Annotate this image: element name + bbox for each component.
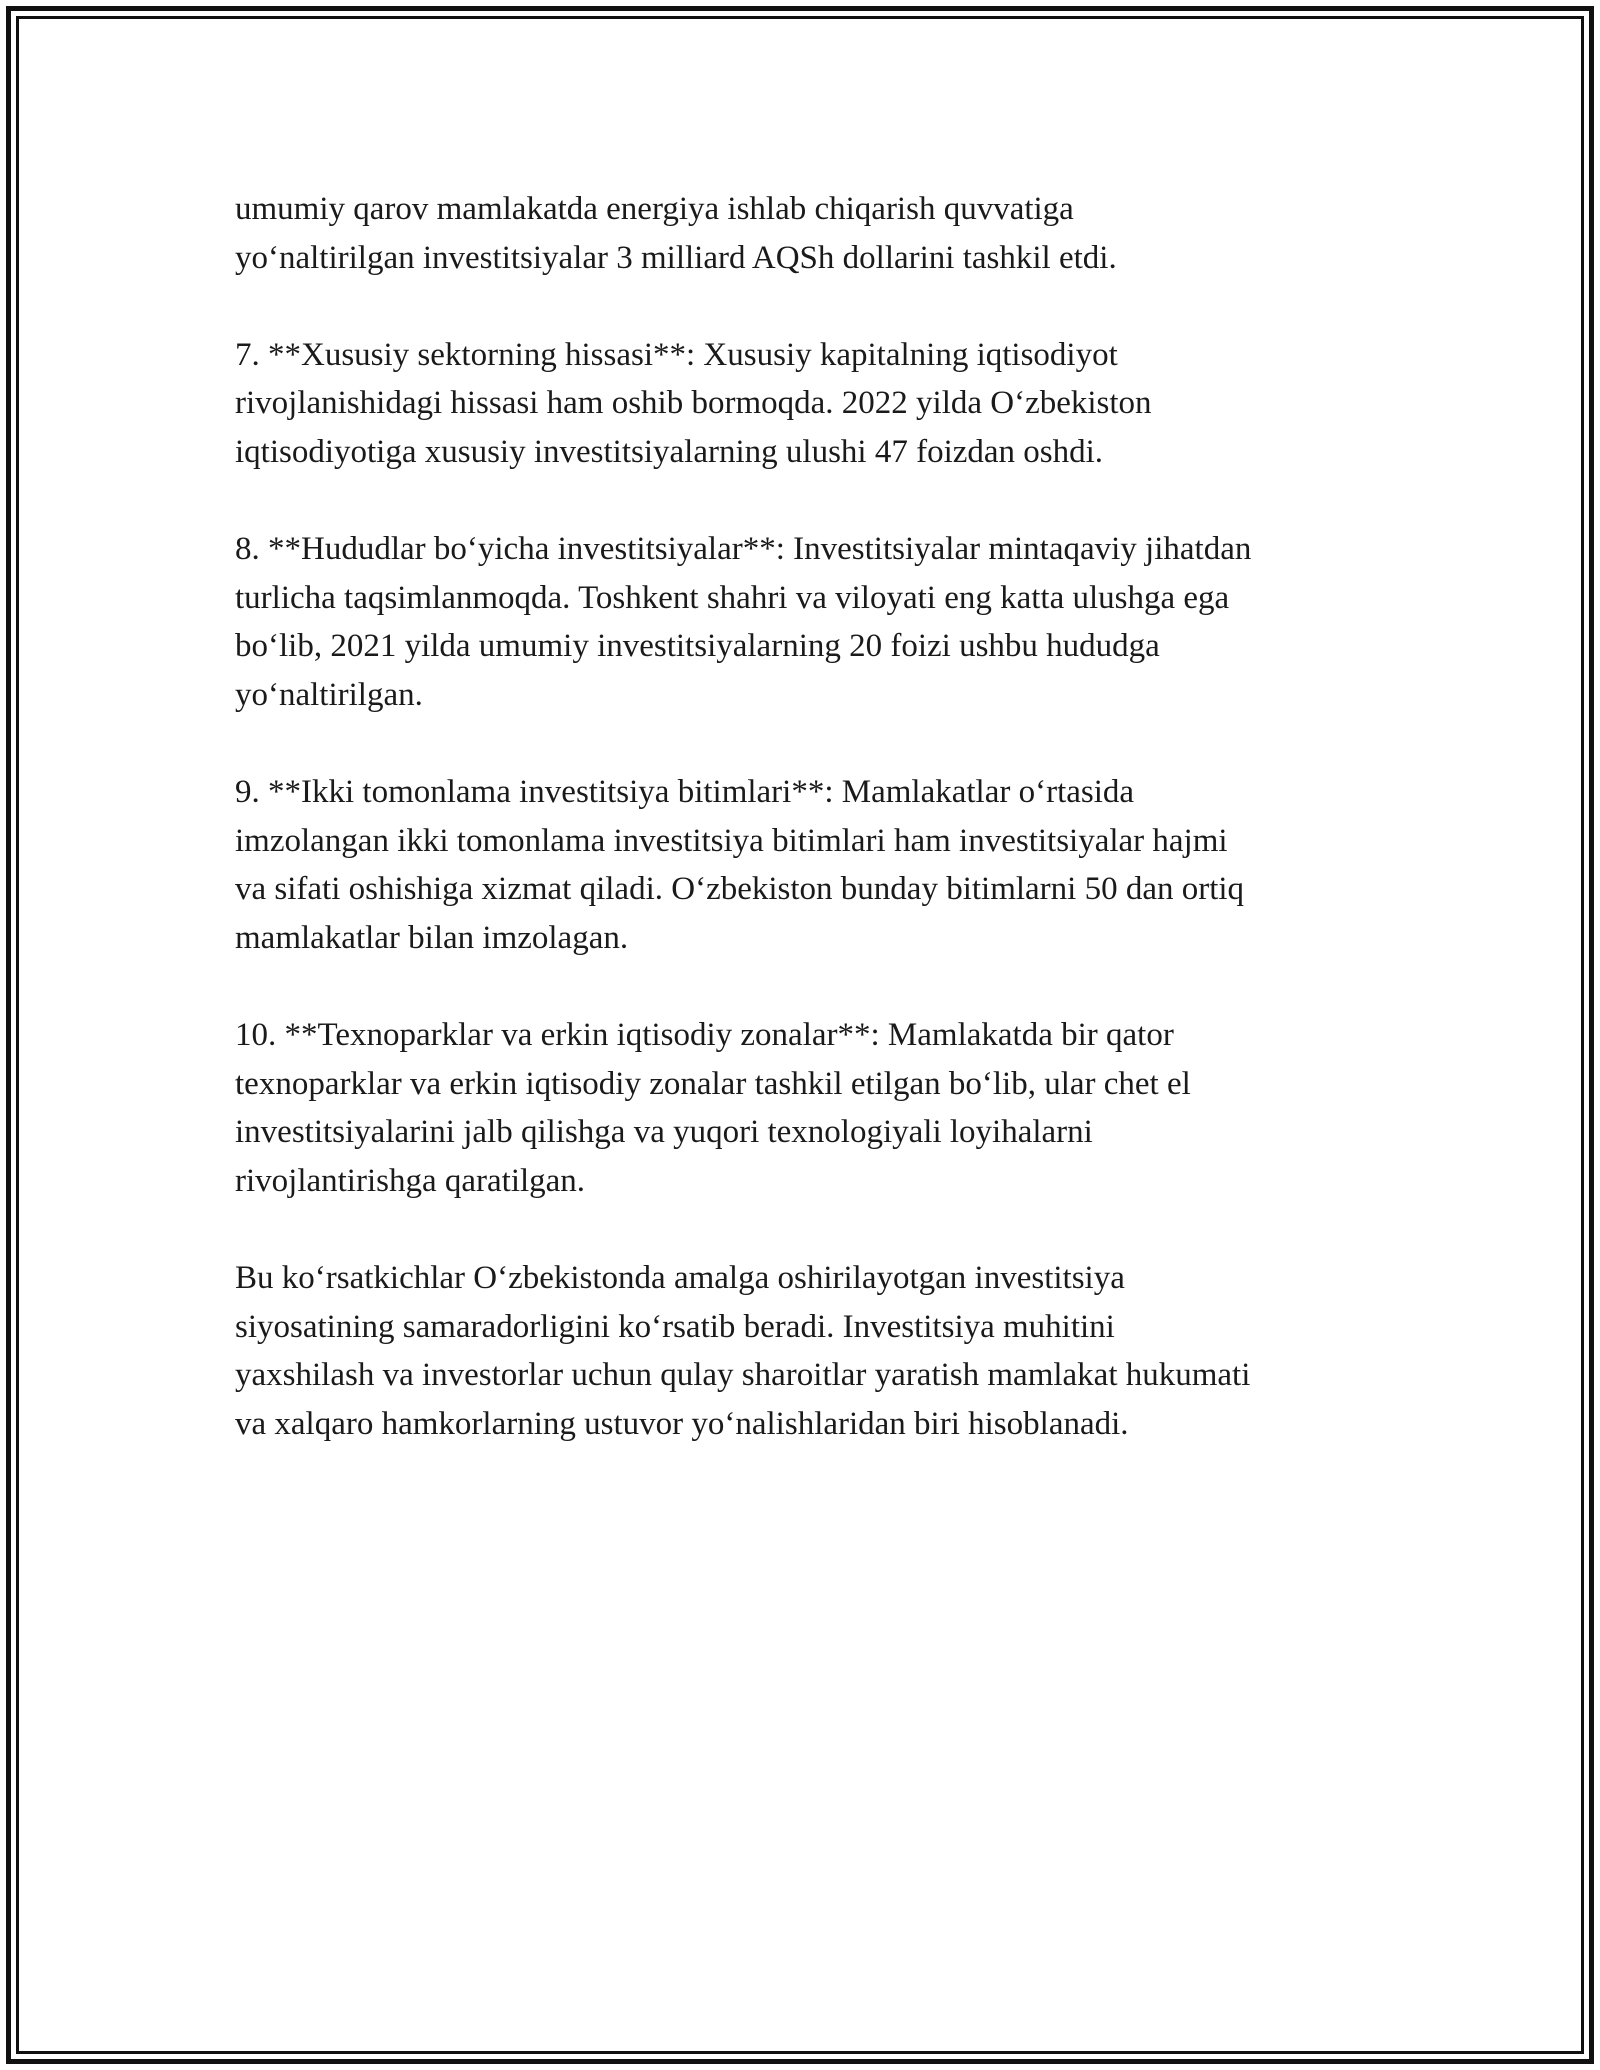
paragraph-intro-continuation: umumiy qarov mamlakatda energiya ishlab chiqarish quvvatiga yo‘naltirilgan investitsiyalar 3 milliard AQSh dollarini tashkil etdi. bbox=[235, 191, 1117, 276]
paragraph-item-9: 9. **Ikki tomonlama investitsiya bitimlari**: Mamlakatlar o‘rtasida imzolangan ikki tomonlama investitsiya bitimlari ham investitsiyalar hajmi va sifati oshishiga xizmat qiladi. O‘zbekiston bunday bitimlarni 50 dan ortiq mamlakatlar bilan imzolagan. bbox=[235, 774, 1245, 956]
paragraph-item-10: 10. **Texnoparklar va erkin iqtisodiy zonalar**: Mamlakatda bir qator texnoparklar va erkin iqtisodiy zonalar tashkil etilgan bo‘lib, ular chet el investitsiyalarini jalb qilishga va yuqori texnologiyali loyihalarni rivojlantirishga qaratilgan. bbox=[235, 1017, 1191, 1199]
paragraph-conclusion: Bu ko‘rsatkichlar O‘zbekistonda amalga oshirilayotgan investitsiya siyosatining samaradorligini ko‘rsatib beradi. Investitsiya muhitini yaxshilash va investorlar uchun qulay sharoitlar yaratish mamlakat hukumati va xalqaro hamkorlarning ustuvor yo‘nalishlaridan biri hisoblanadi. bbox=[235, 1260, 1251, 1442]
paragraph-item-8: 8. **Hududlar bo‘yicha investitsiyalar**: Investitsiyalar mintaqaviy jihatdan turlicha taqsimlanmoqda. Toshkent shahri va viloyati eng katta ulushga ega bo‘lib, 2021 yilda umumiy investitsiyalarning 20 foizi ushbu hududga yo‘naltirilgan. bbox=[235, 531, 1252, 713]
document-body bbox=[235, 185, 1375, 1497]
paragraph-item-7: 7. **Xususiy sektorning hissasi**: Xususiy kapitalning iqtisodiyot rivojlanishidagi hissasi ham oshib bormoqda. 2022 yilda O‘zbekiston iqtisodiyotiga xususiy investitsiyalarning ulushi 47 foizdan oshdi. bbox=[235, 336, 1152, 470]
